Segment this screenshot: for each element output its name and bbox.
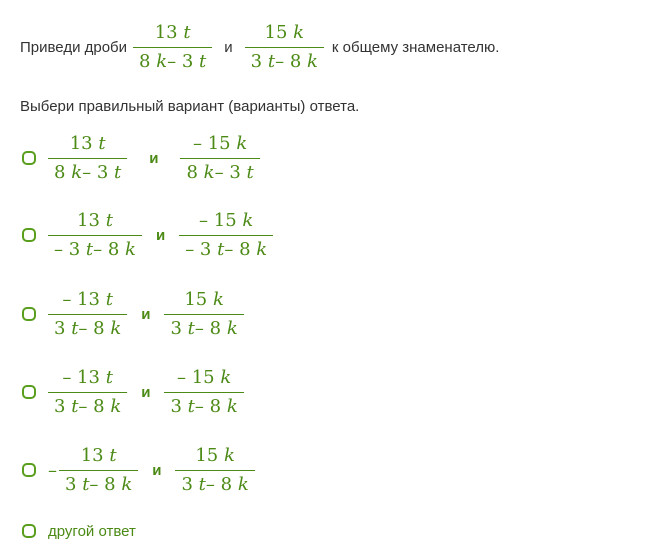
option-2-fraction-a: $\frac{13 t}{- 3 t- 8 k}$ xyxy=(48,212,142,259)
question-fraction-2: $\frac{15 k}{3 t- 8 k}$ xyxy=(245,24,324,71)
option-2[interactable] xyxy=(22,205,273,265)
checkbox-option-other[interactable] xyxy=(22,524,36,538)
option-1[interactable] xyxy=(22,128,260,188)
checkbox-option-2[interactable] xyxy=(22,228,36,242)
option-4-fraction-b: $\frac{- 15 k}{3 t- 8 k}$ xyxy=(164,369,243,416)
question-conj: и xyxy=(224,38,233,56)
option-5-fraction-a: $\frac{13 t}{3 t- 8 k}$ xyxy=(59,447,138,494)
option-other-label: другой ответ xyxy=(48,522,136,540)
option-4-conj: и xyxy=(141,383,151,401)
checkbox-option-4[interactable] xyxy=(22,385,36,399)
option-3[interactable] xyxy=(22,284,244,344)
option-1-conj: и xyxy=(149,149,159,167)
option-5-conj: и xyxy=(152,461,162,479)
answer-prompt: Выбери правильный вариант (варианты) ответа. xyxy=(20,98,360,115)
option-5-minus-sign: – xyxy=(48,459,57,481)
option-2-conj: и xyxy=(155,226,166,244)
option-4[interactable] xyxy=(22,362,244,422)
option-2-fraction-b: $\frac{- 15 k}{- 3 t- 8 k}$ xyxy=(179,212,273,259)
question-prefix: Приведи дроби xyxy=(20,38,128,56)
option-3-fraction-a: $\frac{- 13 t}{3 t- 8 k}$ xyxy=(48,291,127,338)
option-5[interactable] xyxy=(22,440,255,500)
checkbox-option-3[interactable] xyxy=(22,307,36,321)
option-other[interactable] xyxy=(22,519,136,543)
option-1-fraction-a: $\frac{13 t}{8 k- 3 t}$ xyxy=(48,135,127,182)
question xyxy=(20,17,499,77)
checkbox-option-5[interactable] xyxy=(22,463,36,477)
option-1-fraction-b: $\frac{- 15 k}{8 k- 3 t}$ xyxy=(180,135,259,182)
question-fraction-1: $\frac{13 t}{8 k- 3 t}$ xyxy=(133,24,212,71)
option-3-fraction-b: $\frac{15 k}{3 t- 8 k}$ xyxy=(164,291,243,338)
option-3-conj: и xyxy=(141,305,151,323)
question-suffix: к общему знаменателю. xyxy=(331,38,500,56)
option-5-fraction-b: $\frac{15 k}{3 t- 8 k}$ xyxy=(175,447,254,494)
checkbox-option-1[interactable] xyxy=(22,151,36,165)
option-4-fraction-a: $\frac{- 13 t}{3 t- 8 k}$ xyxy=(48,369,127,416)
